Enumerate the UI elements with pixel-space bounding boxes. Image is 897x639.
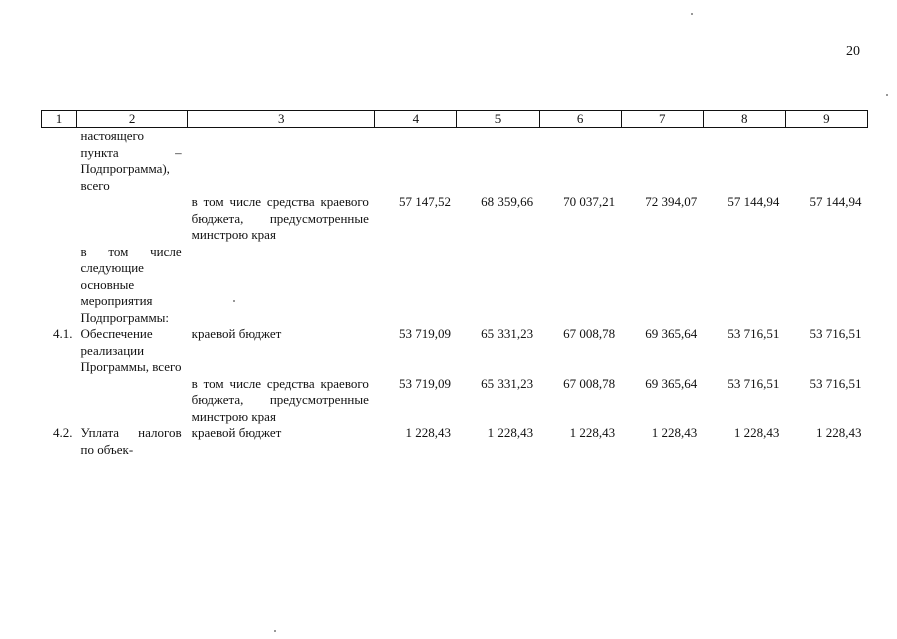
row-value-7: 69 365,64 — [645, 375, 698, 391]
row-value-7: 72 394,07 — [645, 194, 698, 209]
row-value-5: 1 228,43 — [487, 425, 534, 440]
row-value-6: 70 037,21 — [563, 194, 616, 209]
header-col-4: 4 — [375, 111, 457, 128]
budget-table — [41, 110, 868, 458]
scan-speck — [886, 94, 888, 96]
row-name — [77, 376, 188, 426]
scan-speck — [274, 630, 276, 632]
row-value-8: 53 716,51 — [727, 375, 780, 391]
row-value-6 — [539, 244, 621, 327]
header-row — [42, 111, 868, 128]
row-value-6: 67 008,78 — [563, 326, 616, 341]
table-row — [42, 376, 868, 426]
row-name: Уплата налогов по объек- — [80, 425, 182, 457]
header-col-2: 2 — [77, 111, 188, 128]
row-value-5: 65 331,23 — [481, 326, 534, 341]
row-value-7 — [621, 244, 703, 327]
header-col-9: 9 — [785, 111, 867, 128]
row-value-7: 69 365,64 — [645, 326, 698, 341]
header-col-8: 8 — [703, 111, 785, 128]
row-value-7 — [621, 128, 703, 195]
row-value-4: 57 147,52 — [398, 194, 451, 209]
row-value-6: 67 008,78 — [563, 375, 616, 391]
row-source: в том числе средства краевого бюджета, предусмотренные минстрою края — [191, 194, 369, 242]
header-col-1: 1 — [42, 111, 77, 128]
row-source: краевой бюджет — [191, 326, 282, 341]
row-code: 4.1. — [53, 326, 73, 341]
row-code — [42, 376, 77, 426]
table-row — [42, 425, 868, 458]
row-value-9 — [785, 128, 867, 195]
row-value-8: 53 716,51 — [727, 326, 780, 341]
row-value-7: 1 228,43 — [651, 425, 698, 440]
row-source: в том числе средства краевого бюджета, предусмотренные минстрою края — [191, 375, 369, 424]
scan-speck — [691, 13, 693, 15]
row-code — [42, 244, 77, 327]
row-code — [42, 194, 77, 244]
row-value-8: 57 144,94 — [727, 194, 780, 209]
table-row — [42, 326, 868, 376]
row-value-5: 65 331,23 — [481, 375, 534, 391]
row-value-6: 1 228,43 — [569, 425, 616, 440]
row-name: в том числе следующие основные мероприятия Подпрограммы: — [80, 243, 182, 325]
row-value-5 — [457, 128, 539, 195]
row-value-4: 53 719,09 — [398, 326, 451, 341]
row-value-8: 1 228,43 — [733, 425, 780, 440]
row-value-4: 53 719,09 — [398, 375, 451, 391]
row-value-8 — [703, 128, 785, 195]
row-code — [42, 128, 77, 195]
row-value-9: 53 716,51 — [809, 326, 862, 341]
table-header — [42, 111, 868, 128]
header-col-5: 5 — [457, 111, 539, 128]
row-value-4: 1 228,43 — [405, 425, 451, 440]
row-name: настоящего пункта – Подпрограмма), всего — [80, 128, 182, 193]
table-row — [42, 194, 868, 244]
row-value-9 — [785, 244, 867, 327]
table-row — [42, 128, 868, 195]
scan-speck — [233, 300, 235, 302]
header-col-3: 3 — [188, 111, 375, 128]
row-value-5 — [457, 244, 539, 327]
row-value-5: 68 359,66 — [481, 194, 534, 209]
row-value-4 — [375, 244, 457, 327]
row-source: краевой бюджет — [191, 425, 282, 440]
row-name: Обеспечение реализации Программы, всего — [80, 326, 182, 374]
table-row — [42, 244, 868, 327]
header-col-7: 7 — [621, 111, 703, 128]
row-source — [188, 244, 375, 327]
row-value-4 — [375, 128, 457, 195]
row-value-6 — [539, 128, 621, 195]
row-name — [77, 194, 188, 244]
row-value-9: 57 144,94 — [809, 194, 862, 209]
row-source — [188, 128, 375, 195]
row-code: 4.2. — [53, 425, 73, 440]
table-body — [42, 128, 868, 459]
page-number: 20 — [846, 44, 860, 59]
row-value-9: 53 716,51 — [809, 375, 862, 391]
header-col-6: 6 — [539, 111, 621, 128]
row-value-9: 1 228,43 — [816, 425, 862, 440]
row-value-8 — [703, 244, 785, 327]
